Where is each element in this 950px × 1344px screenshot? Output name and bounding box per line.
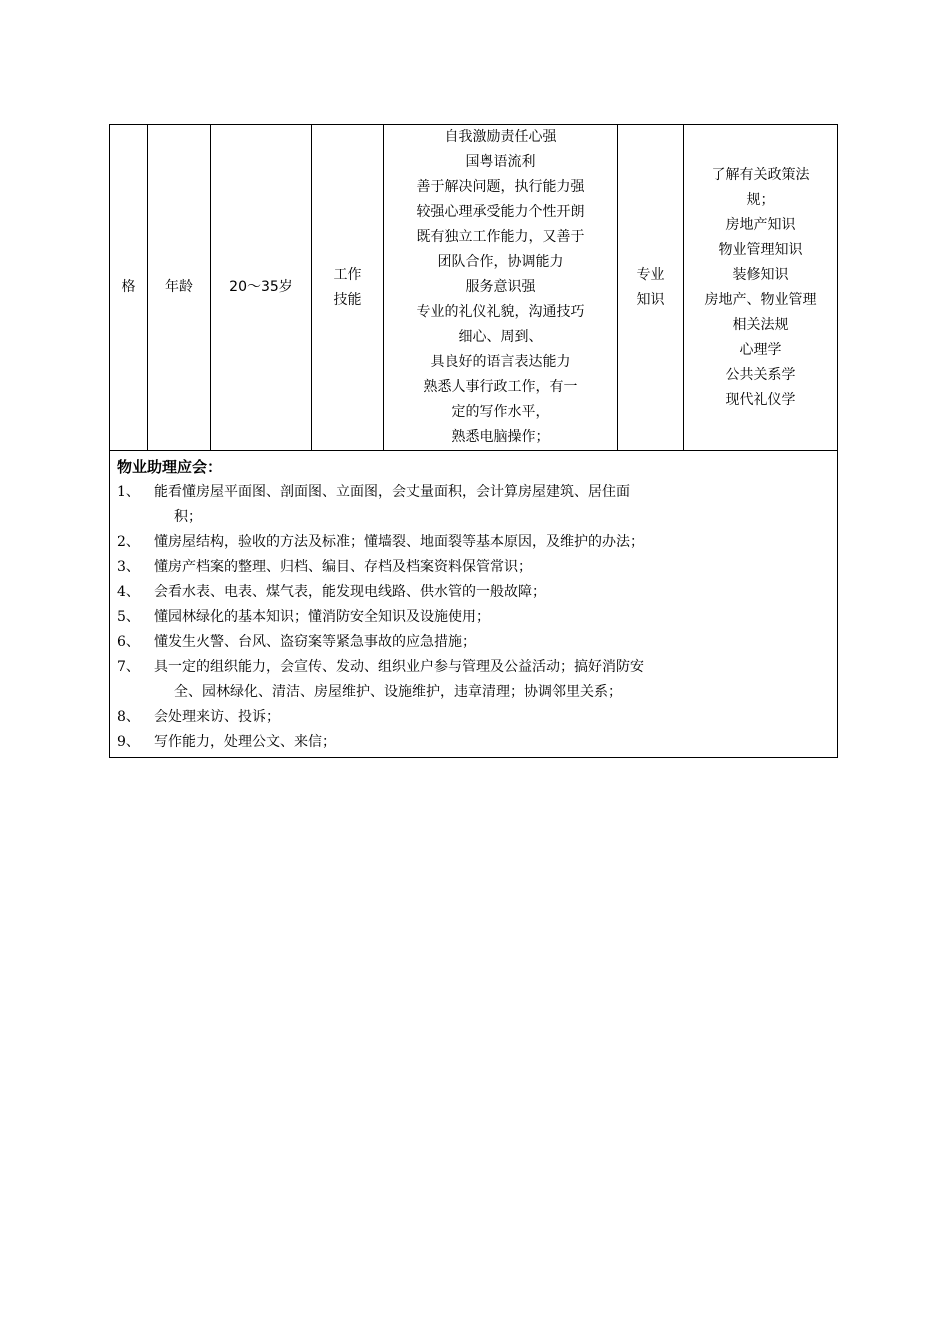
list-item-number: 4、 (117, 584, 140, 600)
skill-line: 细心、周到、 (458, 329, 543, 345)
professional-knowledge-cell (684, 125, 838, 451)
knowledge-line: 相关法规 (732, 316, 789, 333)
skill-line: 熟悉人事行政工作，有一 (423, 379, 578, 395)
knowledge-line: 房地产知识 (725, 216, 796, 233)
list-item-text: 具一定的组织能力，会宣传、发动、组织业户参与管理及公益活动；搞好消防安 (154, 659, 644, 675)
cell-line: 工作 (333, 266, 362, 283)
knowledge-line: 现代礼仪学 (725, 391, 796, 408)
knowledge-line: 心理学 (739, 341, 782, 358)
skill-line: 国粤语流利 (465, 154, 536, 170)
list-item (117, 630, 831, 655)
requirements-title: 物业助理应会： (117, 458, 223, 476)
work-skills-cell (384, 125, 618, 451)
cell-line: 知识 (636, 291, 665, 308)
cell-line: 技能 (333, 291, 362, 308)
list-item (117, 655, 831, 705)
skill-line: 较强心理承受能力个性开朗 (416, 204, 585, 220)
list-item-text: 懂房产档案的整理、归档、编目、存档及档案资料保管常识； (154, 559, 532, 575)
skill-line: 既有独立工作能力，又善于 (416, 229, 585, 245)
list-item-number: 5、 (117, 609, 140, 625)
age-label-cell: 年龄 (148, 125, 211, 451)
list-item-number: 6、 (117, 634, 140, 650)
skill-line: 善于解决问题，执行能力强 (416, 179, 585, 195)
list-item-text: 懂园林绿化的基本知识；懂消防安全知识及设施使用； (154, 609, 490, 625)
list-item-text: 能看懂房屋平面图、剖面图、立面图，会丈量面积，会计算房屋建筑、居住面 (154, 484, 630, 500)
list-item-number: 8、 (117, 709, 140, 725)
knowledge-line: 物业管理知识 (718, 241, 803, 258)
list-item (117, 705, 831, 730)
skill-line: 定的写作水平， (451, 404, 550, 420)
list-item-text: 懂房屋结构，验收的方法及标准；懂墙裂、地面裂等基本原因，及维护的办法； (154, 534, 644, 550)
list-item (117, 605, 831, 630)
skill-line: 团队合作，协调能力 (437, 254, 564, 270)
knowledge-line: 装修知识 (732, 266, 789, 283)
list-item-number: 1、 (117, 484, 140, 500)
work-skills-label-cell (312, 125, 384, 451)
list-item-text: 会看水表、电表、煤气表，能发现电线路、供水管的一般故障； (154, 584, 546, 600)
job-requirements-table (109, 124, 838, 758)
list-item (117, 580, 831, 605)
category-cell: 格 (110, 125, 148, 451)
age-value-cell: 20～35岁 (211, 125, 312, 451)
table-row (110, 125, 838, 451)
list-item-text-continued: 全、园林绿化、清洁、房屋维护、设施维护，违章清理；协调邻里关系； (174, 684, 622, 700)
list-item (117, 555, 831, 580)
list-item-text: 写作能力，处理公文、来信； (154, 734, 336, 750)
knowledge-line: 规； (746, 191, 775, 208)
list-item-number: 7、 (117, 659, 140, 675)
knowledge-line: 公共关系学 (725, 366, 796, 383)
list-item-text: 懂发生火警、台风、盗窃案等紧急事故的应急措施； (154, 634, 476, 650)
skill-line: 具良好的语言表达能力 (430, 354, 571, 370)
list-item-number: 2、 (117, 534, 140, 550)
table-row (110, 451, 838, 758)
list-item (117, 480, 831, 530)
cell-line: 专业 (636, 266, 665, 283)
professional-knowledge-label-cell (618, 125, 684, 451)
knowledge-line: 了解有关政策法 (711, 166, 810, 183)
skill-line: 服务意识强 (465, 279, 536, 295)
skill-line: 熟悉电脑操作； (451, 429, 550, 445)
list-item-text: 会处理来访、投诉； (154, 709, 280, 725)
skill-line: 专业的礼仪礼貌，沟通技巧 (416, 304, 585, 320)
list-item (117, 530, 831, 555)
list-item-number: 9、 (117, 734, 140, 750)
list-item-text-continued: 积； (174, 509, 202, 525)
knowledge-line: 房地产、物业管理 (704, 291, 817, 308)
list-item-number: 3、 (117, 559, 140, 575)
skill-line: 自我激励责任心强 (444, 129, 557, 145)
requirements-cell (110, 451, 838, 758)
list-item (117, 730, 831, 755)
